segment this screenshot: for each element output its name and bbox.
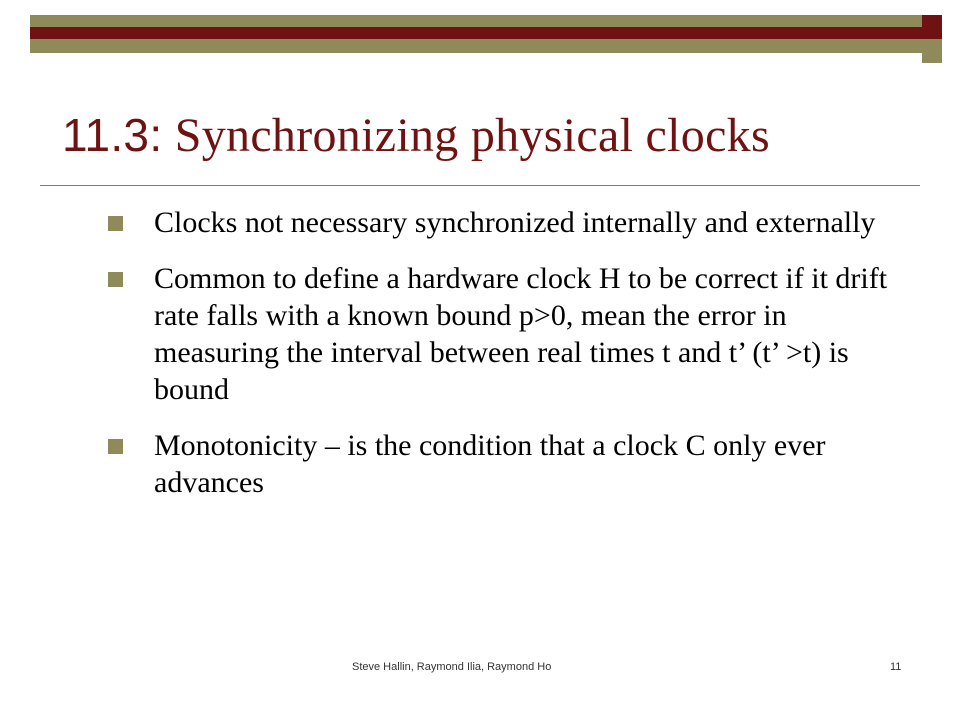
bullet-item [108, 204, 908, 241]
corner-square-dark [922, 15, 942, 39]
bullet-item [108, 427, 908, 501]
page-number: 11 [890, 661, 902, 673]
square-bullet-icon [108, 439, 123, 454]
bullet-list [108, 204, 908, 520]
title-text: Synchronizing physical clocks [174, 109, 770, 162]
title-divider [40, 185, 920, 186]
title-number: 11.3: [62, 109, 163, 161]
square-bullet-icon [108, 272, 123, 287]
square-bullet-icon [108, 216, 123, 231]
bullet-text: Clocks not necessary synchronized internally and externally [154, 206, 876, 239]
header-band-bottom [30, 39, 922, 53]
header-band-dark [30, 27, 922, 39]
bullet-text: Common to define a hardware clock H to be correct if it drift rate falls with a known bound p>0, mean the error in measuring the interval between real times t and t’ (t’ >t) is bound [154, 262, 888, 406]
bullet-item [108, 260, 908, 408]
footer-author: Steve Hallin, Raymond Ilia, Raymond Ho [352, 661, 552, 673]
corner-square-light [922, 39, 942, 63]
bullet-text: Monotonicity – is the condition that a clock C only ever advances [154, 429, 826, 499]
slide-title [62, 108, 770, 163]
